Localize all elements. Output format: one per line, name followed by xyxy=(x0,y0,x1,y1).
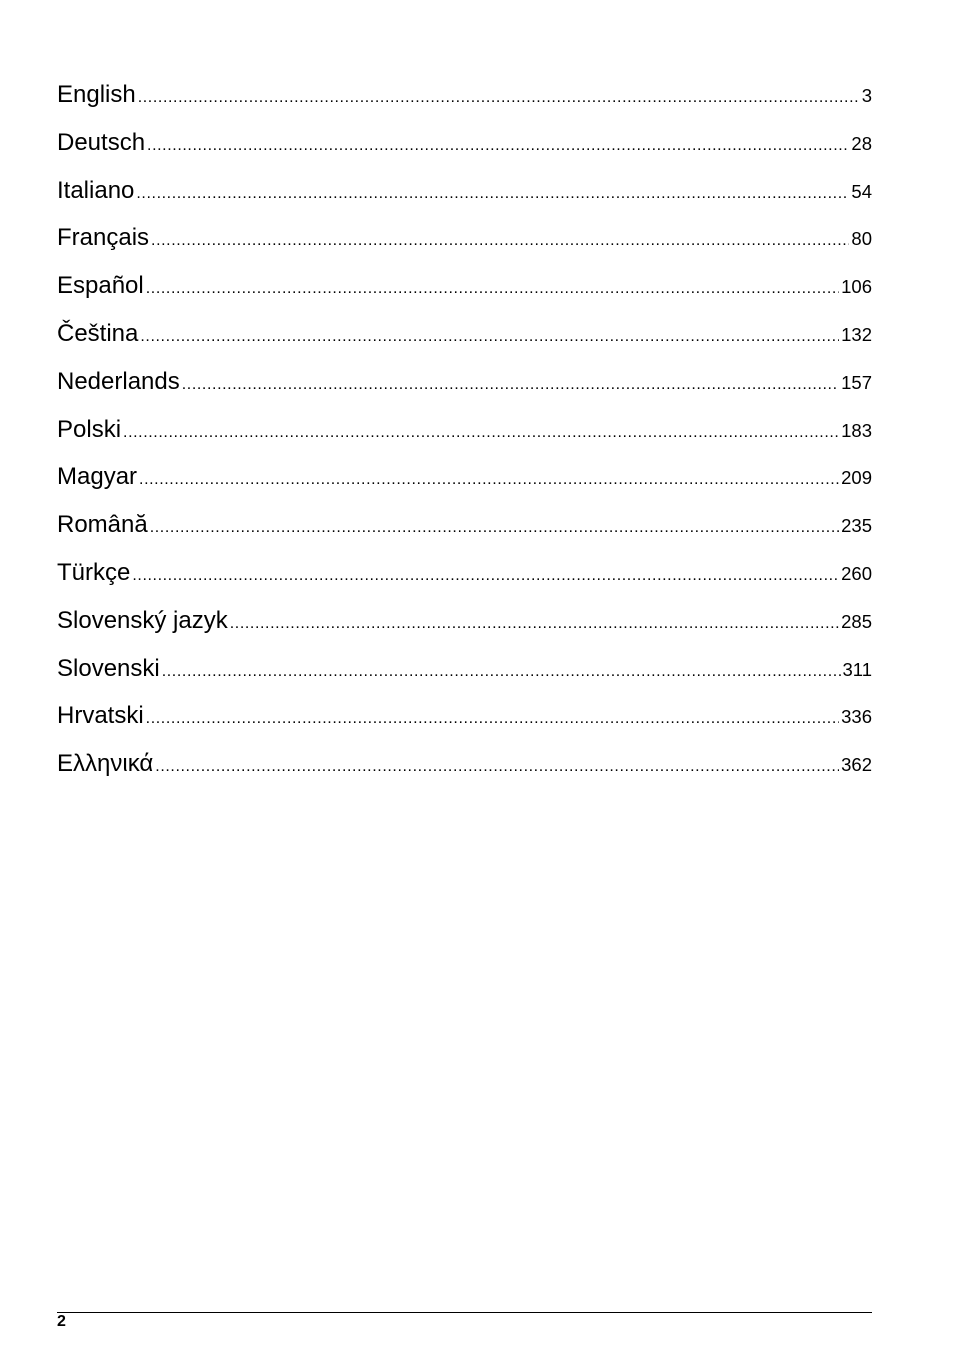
toc-entry-label: Magyar xyxy=(57,463,138,491)
toc-dot-leader xyxy=(139,463,839,497)
toc-entry-label: Slovenski xyxy=(57,654,160,682)
toc-entry-hrvatski[interactable] xyxy=(57,699,872,747)
toc-entry-francais[interactable] xyxy=(57,221,872,269)
toc-dot-leader xyxy=(136,177,849,211)
toc-entry-romana[interactable] xyxy=(57,508,872,556)
toc-dot-leader xyxy=(150,511,839,545)
toc-entry-page: 260 xyxy=(841,562,872,584)
toc-entry-polski[interactable] xyxy=(57,413,872,461)
toc-entry-page: 336 xyxy=(841,706,872,728)
toc-entry-slovensky-jazyk[interactable] xyxy=(57,604,872,652)
toc-entry-label: English xyxy=(57,81,136,108)
toc-entry-page: 28 xyxy=(851,132,872,154)
toc-entry-label: Español xyxy=(57,272,144,300)
toc-dot-leader xyxy=(123,416,839,450)
toc-dot-leader xyxy=(162,655,841,689)
toc-entry-label: Čeština xyxy=(57,319,139,347)
toc-entry-page: 209 xyxy=(841,467,872,489)
toc-entry-nederlands[interactable] xyxy=(57,365,872,413)
toc-entry-label: Türkçe xyxy=(57,558,131,586)
toc-entry-label: Hrvatski xyxy=(57,702,144,730)
toc-entry-ellinika[interactable] xyxy=(57,747,872,795)
toc-entry-italiano[interactable] xyxy=(57,174,872,222)
toc-entry-page: 362 xyxy=(841,754,872,776)
toc-entry-page: 183 xyxy=(841,419,872,441)
toc-entry-page: 235 xyxy=(841,515,872,537)
toc-dot-leader xyxy=(151,224,849,258)
toc-entry-page: 54 xyxy=(851,180,872,202)
footer-divider xyxy=(57,1312,872,1313)
toc-entry-deutsch[interactable] xyxy=(57,126,872,174)
toc-entry-cestina[interactable] xyxy=(57,317,872,365)
toc-dot-leader xyxy=(146,702,839,736)
toc-entry-label: Français xyxy=(57,224,150,252)
toc-entry-label: Română xyxy=(57,511,148,539)
toc-entry-page: 132 xyxy=(841,323,872,345)
toc-entry-english[interactable] xyxy=(57,78,872,126)
toc-entry-page: 106 xyxy=(841,276,872,298)
toc-entry-label: Slovenský jazyk xyxy=(57,606,228,634)
toc-entry-page: 3 xyxy=(861,85,872,106)
toc-dot-leader xyxy=(146,272,839,306)
toc-entry-espanol[interactable] xyxy=(57,269,872,317)
toc-dot-leader xyxy=(147,129,849,163)
toc-dot-leader xyxy=(132,559,839,593)
toc-entry-page: 285 xyxy=(841,610,872,632)
toc-entry-slovenski[interactable] xyxy=(57,652,872,700)
toc-dot-leader xyxy=(182,368,839,402)
toc-entry-label: Ελληνικά xyxy=(57,750,154,778)
table-of-contents xyxy=(57,78,872,795)
toc-entry-label: Polski xyxy=(57,415,122,443)
toc-entry-label: Nederlands xyxy=(57,367,180,395)
toc-dot-leader xyxy=(140,320,839,354)
toc-dot-leader xyxy=(230,607,839,641)
toc-dot-leader xyxy=(155,750,839,784)
toc-entry-page: 157 xyxy=(841,371,872,393)
toc-entry-label: Italiano xyxy=(57,176,135,204)
page-number: 2 xyxy=(57,1313,66,1330)
toc-entry-magyar[interactable] xyxy=(57,460,872,508)
toc-entry-page: 80 xyxy=(851,228,872,250)
toc-entry-page: 311 xyxy=(842,658,872,680)
toc-entry-label: Deutsch xyxy=(57,128,146,156)
toc-entry-turkce[interactable] xyxy=(57,556,872,604)
toc-dot-leader xyxy=(138,81,860,115)
